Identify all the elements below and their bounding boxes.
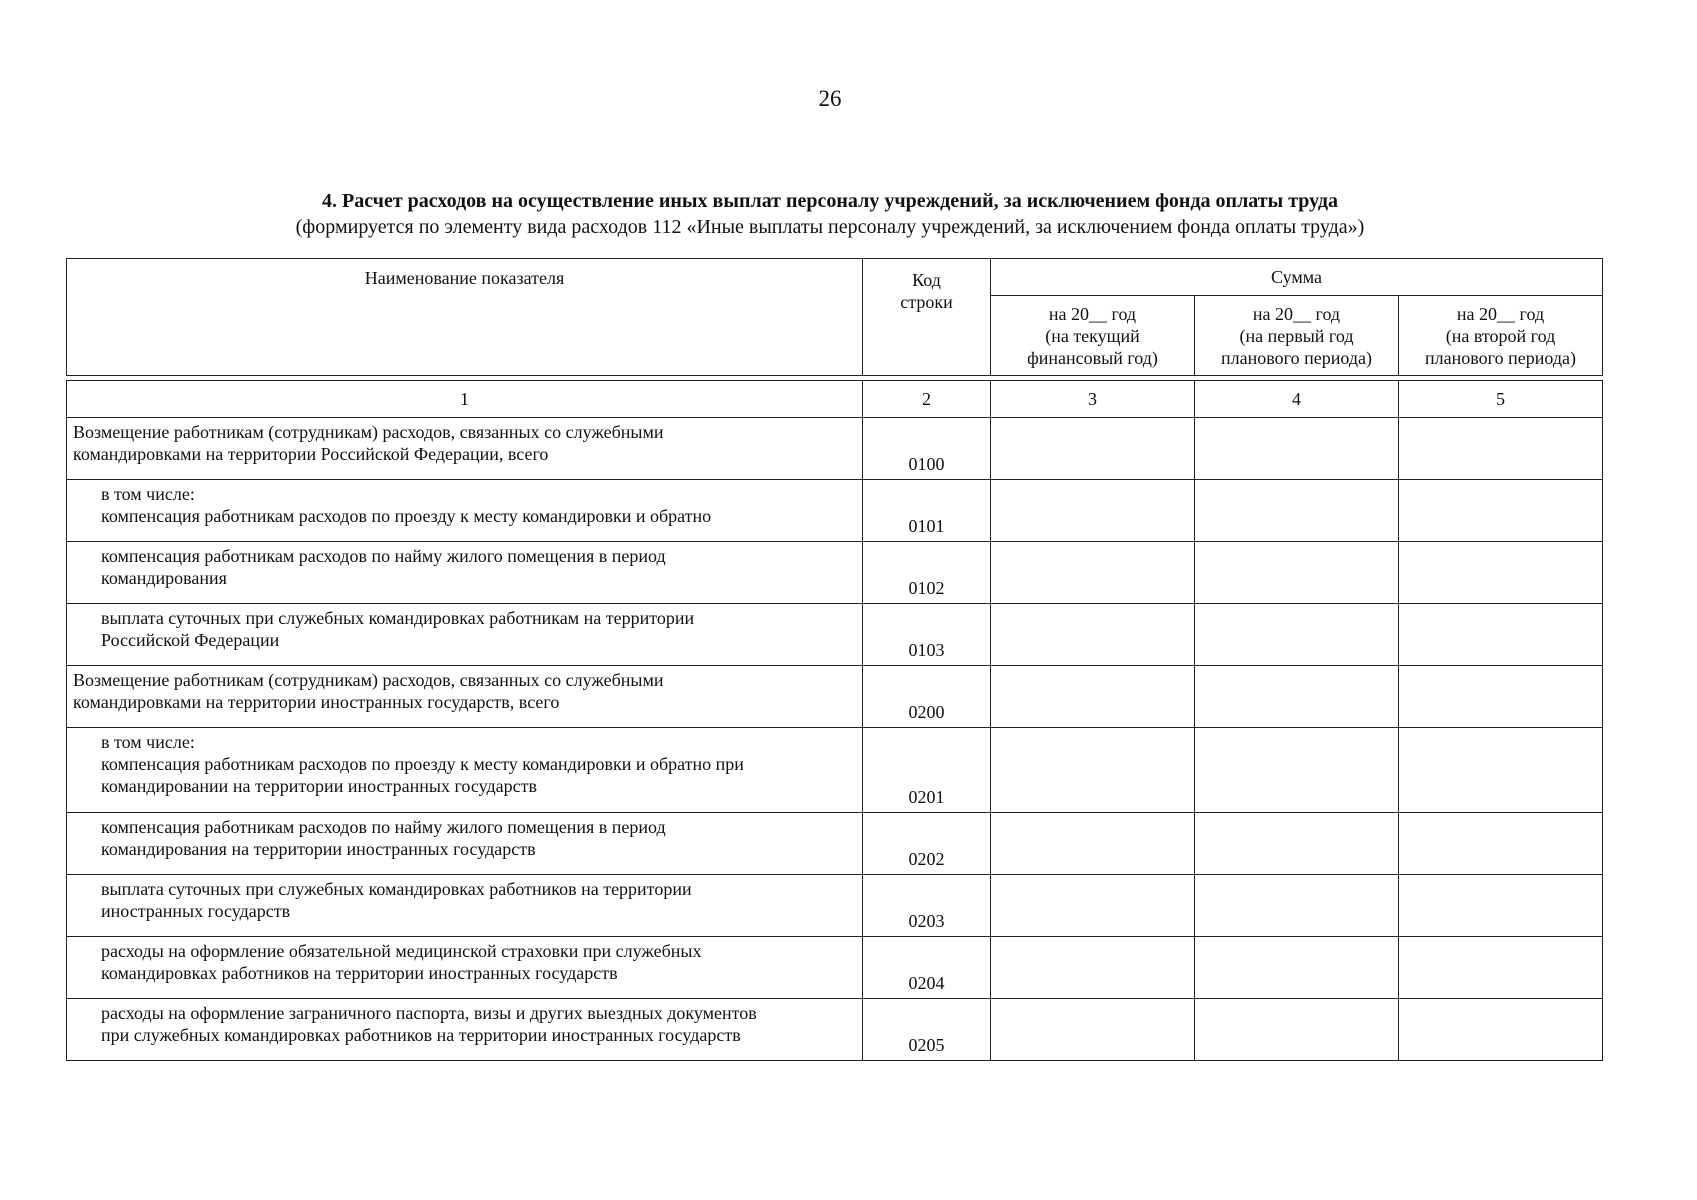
indicator-name-line: в том числе: [101, 484, 195, 504]
column-number: 4 [1195, 381, 1399, 418]
table-row [67, 542, 1603, 604]
header-year-desc: (на первый год [1239, 325, 1354, 346]
indicator-name-line: расходы на оформление заграничного паспорта, визы и других выездных документов [101, 1003, 757, 1023]
sum-current-year-cell[interactable] [991, 542, 1195, 604]
sum-first-plan-year-cell[interactable] [1195, 875, 1399, 937]
row-code: 0203 [863, 875, 991, 937]
sum-second-plan-year-cell[interactable] [1399, 604, 1603, 666]
sum-first-plan-year-cell[interactable] [1195, 728, 1399, 813]
header-year-desc: финансовый год) [1027, 347, 1158, 368]
sum-second-plan-year-cell[interactable] [1399, 813, 1603, 875]
indicator-name [67, 666, 863, 728]
indicator-name-line: командировками на территории Российской Федерации, всего [73, 444, 549, 464]
sum-current-year-cell[interactable] [991, 728, 1195, 813]
sum-second-plan-year-cell[interactable] [1399, 666, 1603, 728]
sum-second-plan-year-cell[interactable] [1399, 728, 1603, 813]
row-code: 0102 [863, 542, 991, 604]
indicator-name-line: командировками на территории иностранных государств, всего [73, 692, 560, 712]
header-year-desc: (на текущий [1045, 325, 1140, 346]
header-code-line1: Код [912, 270, 941, 290]
sum-current-year-cell[interactable] [991, 604, 1195, 666]
indicator-name [67, 999, 863, 1061]
sum-current-year-cell[interactable] [991, 813, 1195, 875]
row-code: 0100 [863, 418, 991, 480]
row-code: 0202 [863, 813, 991, 875]
sum-first-plan-year-cell[interactable] [1195, 480, 1399, 542]
page-number: 26 [818, 86, 842, 111]
row-code: 0103 [863, 604, 991, 666]
indicator-name-line: командирования на территории иностранных государств [101, 839, 536, 859]
sum-first-plan-year-cell[interactable] [1195, 999, 1399, 1061]
sum-first-plan-year-cell[interactable] [1195, 937, 1399, 999]
indicator-name [67, 937, 863, 999]
indicator-name [67, 480, 863, 542]
indicator-name-line: иностранных государств [101, 901, 291, 921]
section-subtitle: (формируется по элементу вида расходов 112 «Иные выплаты персоналу учреждений, за исключением фонда оплаты труда») [295, 216, 1365, 238]
row-code: 0205 [863, 999, 991, 1061]
header-year-current [991, 296, 1195, 376]
table-row [67, 666, 1603, 728]
sum-current-year-cell[interactable] [991, 999, 1195, 1061]
table-row [67, 604, 1603, 666]
header-year-desc: планового периода) [1425, 347, 1576, 368]
header-year-label: на 20__ год [1048, 303, 1137, 324]
indicator-name-line: выплата суточных при служебных командировках работников на территории [101, 879, 692, 899]
header-row-code [863, 259, 991, 376]
column-number: 1 [67, 381, 863, 418]
sum-second-plan-year-cell[interactable] [1399, 875, 1603, 937]
indicator-name-line: Российской Федерации [101, 630, 280, 650]
indicator-name-line: в том числе: [101, 732, 195, 752]
sum-current-year-cell[interactable] [991, 480, 1195, 542]
indicator-name [67, 418, 863, 480]
indicator-name-line: Возмещение работникам (сотрудникам) расходов, связанных со служебными [73, 670, 664, 690]
sum-second-plan-year-cell[interactable] [1399, 999, 1603, 1061]
row-code: 0200 [863, 666, 991, 728]
header-year-second-plan [1399, 296, 1603, 376]
indicator-name [67, 604, 863, 666]
column-number: 2 [863, 381, 991, 418]
indicator-name-line: Возмещение работникам (сотрудникам) расходов, связанных со служебными [73, 422, 664, 442]
sum-current-year-cell[interactable] [991, 666, 1195, 728]
header-code-line2: строки [900, 292, 953, 312]
column-number-row [67, 381, 1603, 418]
sum-first-plan-year-cell[interactable] [1195, 418, 1399, 480]
indicator-name-line: компенсация работникам расходов по проезду к месту командировки и обратно при [101, 754, 744, 774]
indicator-name-line: компенсация работникам расходов по проезду к месту командировки и обратно [101, 506, 712, 526]
indicator-name-line: командирования [101, 568, 227, 588]
sum-second-plan-year-cell[interactable] [1399, 937, 1603, 999]
indicator-name [67, 542, 863, 604]
header-sum: Сумма [991, 259, 1603, 296]
header-year-desc: планового периода) [1221, 347, 1372, 368]
indicator-name [67, 813, 863, 875]
row-code: 0101 [863, 480, 991, 542]
indicator-name-line: при служебных командировках работников на территории иностранных государств [101, 1025, 741, 1045]
sum-first-plan-year-cell[interactable] [1195, 604, 1399, 666]
section-title: 4. Расчет расходов на осуществление иных выплат персоналу учреждений, за исключением фонда оплаты труда [321, 190, 1339, 212]
indicator-name-line: командировках работников на территории иностранных государств [101, 963, 618, 983]
header-year-first-plan [1195, 296, 1399, 376]
section-heading [0, 188, 1660, 240]
sum-first-plan-year-cell[interactable] [1195, 813, 1399, 875]
table-row [67, 937, 1603, 999]
indicator-name-line: компенсация работникам расходов по найму жилого помещения в период [101, 817, 666, 837]
table-row [67, 418, 1603, 480]
indicator-name-line: расходы на оформление обязательной медицинской страховки при служебных [101, 941, 702, 961]
sum-second-plan-year-cell[interactable] [1399, 480, 1603, 542]
table-row [67, 875, 1603, 937]
indicator-name-line: командировании на территории иностранных государств [101, 776, 537, 796]
row-code: 0201 [863, 728, 991, 813]
sum-first-plan-year-cell[interactable] [1195, 542, 1399, 604]
sum-current-year-cell[interactable] [991, 875, 1195, 937]
indicator-name [67, 728, 863, 813]
sum-second-plan-year-cell[interactable] [1399, 542, 1603, 604]
header-year-label: на 20__ год [1252, 303, 1341, 324]
header-indicator-name: Наименование показателя [67, 259, 863, 376]
sum-current-year-cell[interactable] [991, 418, 1195, 480]
sum-first-plan-year-cell[interactable] [1195, 666, 1399, 728]
sum-current-year-cell[interactable] [991, 937, 1195, 999]
row-code: 0204 [863, 937, 991, 999]
table-row [67, 480, 1603, 542]
table-row [67, 728, 1603, 813]
table-body [67, 418, 1603, 1061]
sum-second-plan-year-cell[interactable] [1399, 418, 1603, 480]
indicator-name-line: компенсация работникам расходов по найму жилого помещения в период [101, 546, 666, 566]
header-year-label: на 20__ год [1456, 303, 1545, 324]
header-row-1 [67, 259, 1603, 296]
indicator-name [67, 875, 863, 937]
table-row [67, 813, 1603, 875]
expense-calculation-table [66, 258, 1603, 1061]
column-number: 3 [991, 381, 1195, 418]
table-row [67, 999, 1603, 1061]
column-number: 5 [1399, 381, 1603, 418]
header-year-desc: (на второй год [1445, 325, 1556, 346]
indicator-name-line: выплата суточных при служебных командировках работникам на территории [101, 608, 695, 628]
